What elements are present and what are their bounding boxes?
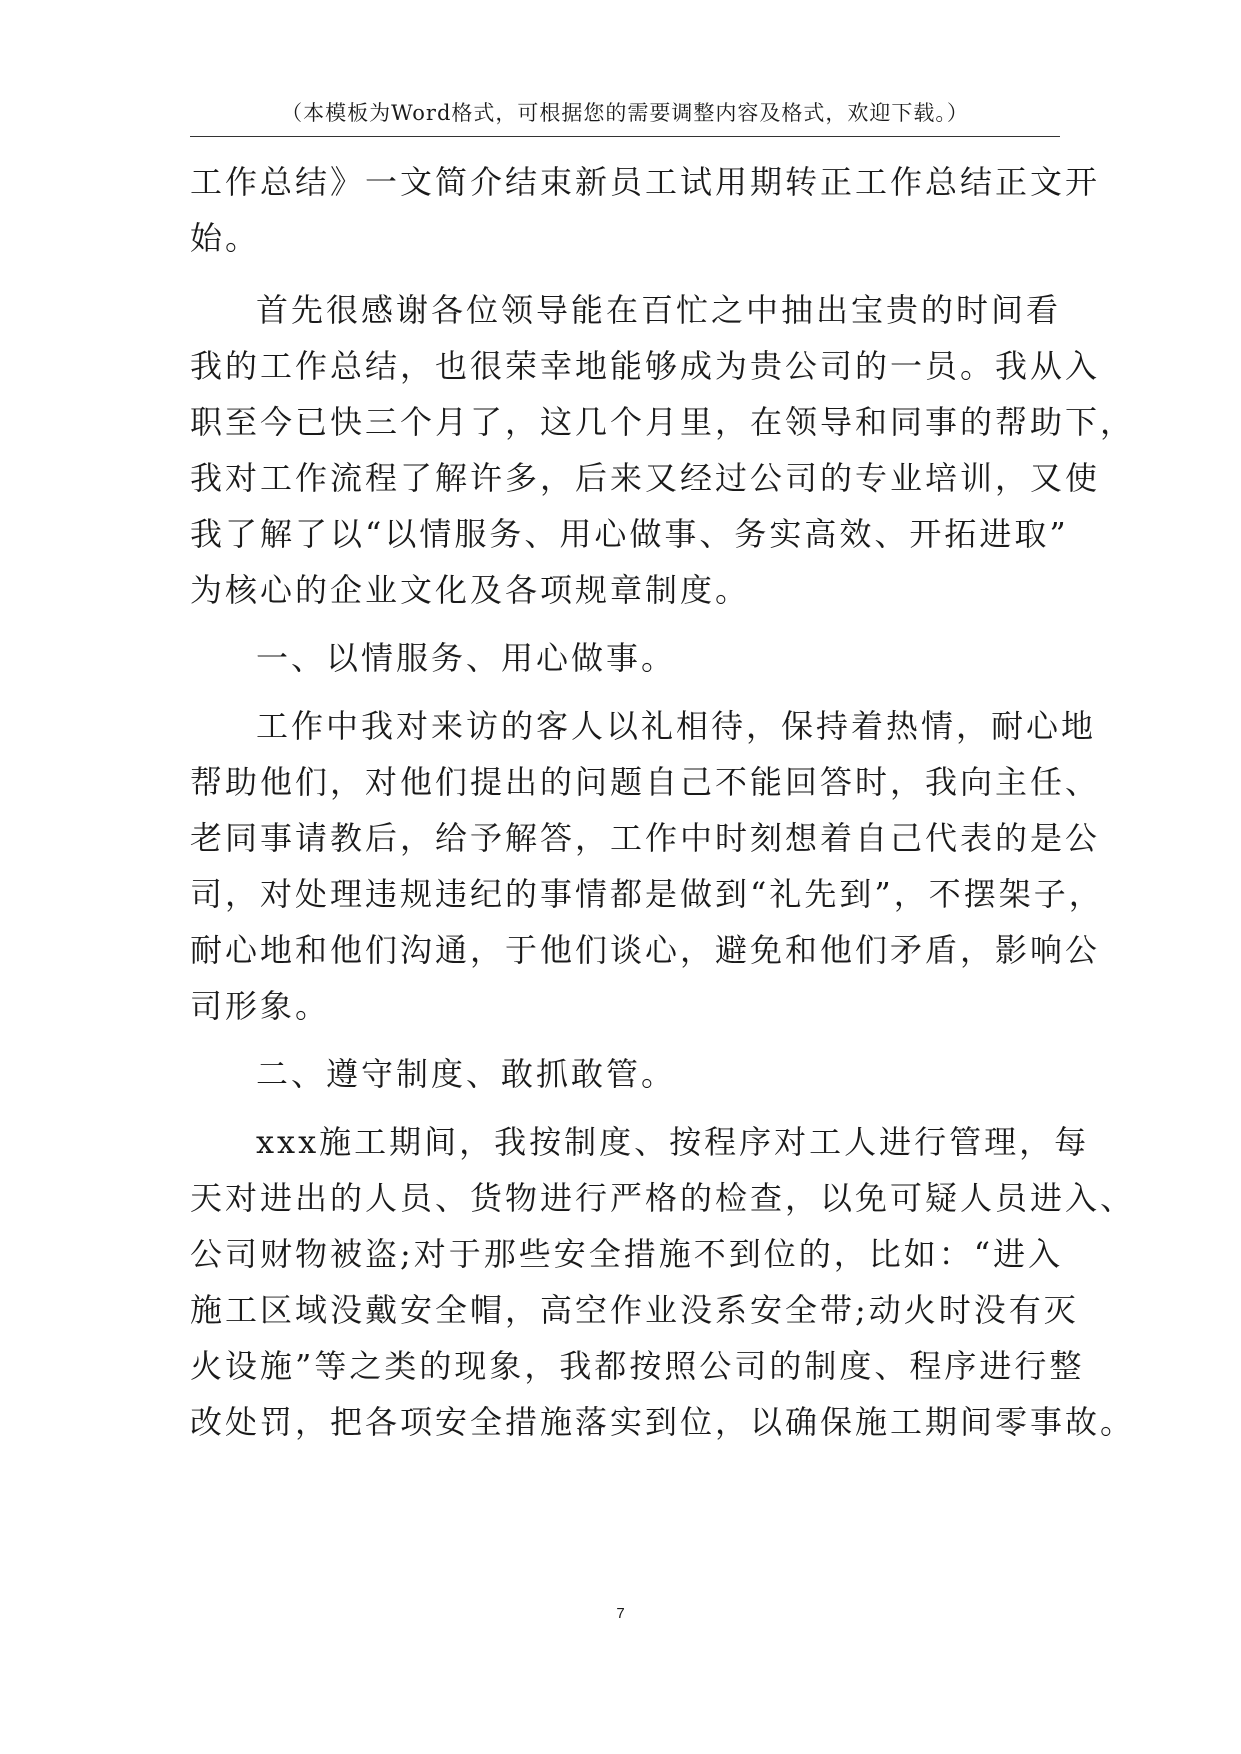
- section-heading-2: 二、遵守制度、敢抓敢管。: [256, 1055, 677, 1093]
- text-line: 耐心地和他们沟通，于他们谈心，避免和他们矛盾，影响公: [190, 931, 1101, 969]
- page-header-note: （本模板为Word格式，可根据您的需要调整内容及格式，欢迎下载。）: [190, 96, 1060, 137]
- text-line: 为核心的企业文化及各项规章制度。: [190, 571, 751, 609]
- text-line: 我对工作流程了解许多，后来又经过公司的专业培训，又使: [190, 459, 1101, 497]
- text-line: 改处罚，把各项安全措施落实到位，以确保施工期间零事故。: [190, 1403, 1136, 1441]
- text-line: 帮助他们，对他们提出的问题自己不能回答时，我向主任、: [190, 763, 1101, 801]
- text-line: 老同事请教后，给予解答，工作中时刻想着自己代表的是公: [190, 819, 1101, 857]
- text-line: 司形象。: [190, 987, 331, 1025]
- text-line: 施工区域没戴安全帽，高空作业没系安全带;动火时没有灭: [190, 1291, 1079, 1329]
- text-line: 公司财物被盗;对于那些安全措施不到位的，比如：“进入: [190, 1235, 1064, 1273]
- text-line: 我了解了以“以情服务、用心做事、务实高效、开拓进取”: [190, 515, 1069, 553]
- paragraph-start-line: xxx施工期间，我按制度、按程序对工人进行管理，每: [256, 1123, 1090, 1161]
- text-line: 我的工作总结，也很荣幸地能够成为贵公司的一员。我从入: [190, 347, 1101, 385]
- paragraph-start-line: 首先很感谢各位领导能在百忙之中抽出宝贵的时间看: [256, 291, 1062, 329]
- text-line: 始。: [190, 219, 261, 257]
- paragraph-start-line: 工作中我对来访的客人以礼相待，保持着热情，耐心地: [256, 707, 1097, 745]
- section-heading-1: 一、以情服务、用心做事。: [256, 639, 677, 677]
- text-line: 火设施”等之类的现象，我都按照公司的制度、程序进行整: [190, 1347, 1085, 1385]
- text-line: 天对进出的人员、货物进行严格的检查，以免可疑人员进入、: [190, 1179, 1136, 1217]
- text-line: 司，对处理违规违纪的事情都是做到“礼先到”，不摆架子，: [190, 875, 1104, 913]
- page-number: 7: [616, 1605, 625, 1622]
- text-line: 职至今已快三个月了，这几个月里，在领导和同事的帮助下，: [190, 403, 1136, 441]
- text-line: 工作总结》一文简介结束新员工试用期转正工作总结正文开: [190, 163, 1101, 201]
